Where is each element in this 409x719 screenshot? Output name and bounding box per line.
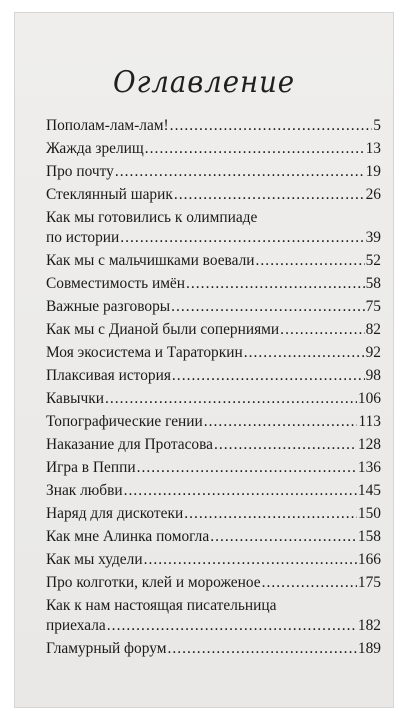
leader-dots [171, 297, 365, 317]
toc-entry-page: 5 [373, 117, 381, 134]
toc-entry-page: 52 [365, 252, 381, 269]
toc-entry-title: Игра в Пеппи [46, 459, 136, 476]
toc-entry-page: 158 [357, 528, 381, 545]
toc-entry [46, 208, 381, 248]
toc-entry-title: Про колготки, клей и мороженое [46, 574, 261, 591]
leader-dots [186, 274, 365, 294]
toc-entry-page: 182 [357, 617, 381, 634]
toc-entry-page: 75 [365, 298, 381, 315]
toc-entry-page: 175 [357, 574, 381, 591]
toc-entry-title: Моя экосистема и Тараторкин [46, 344, 243, 361]
toc-entry [46, 185, 381, 205]
toc-entry-page: 92 [365, 344, 381, 361]
leader-dots [244, 343, 365, 363]
toc-entry [46, 596, 381, 636]
toc-entry-page: 136 [357, 459, 381, 476]
toc-entry-page: 39 [365, 229, 381, 246]
toc-entry-title: Топографические гении [46, 413, 203, 430]
toc-entry [46, 504, 381, 524]
leader-dots [184, 504, 357, 524]
toc-entry [46, 297, 381, 317]
toc-entry [46, 162, 381, 182]
toc-entry [46, 458, 381, 478]
toc-entry-title: Жажда зрелищ [46, 140, 144, 157]
toc-entry-page: 82 [365, 321, 381, 338]
toc-entry [46, 274, 381, 294]
leader-dots [210, 527, 357, 547]
toc-entry-page: 166 [357, 551, 381, 568]
leader-dots [262, 573, 357, 593]
toc-entry-title: Наряд для дискотеки [46, 505, 184, 522]
leader-dots [172, 366, 365, 386]
leader-dots [144, 550, 357, 570]
toc-entry-page: 58 [365, 275, 381, 292]
toc-entry-title: Как мы худели [46, 551, 143, 568]
leader-dots [120, 228, 364, 248]
leader-dots [145, 139, 365, 159]
leader-dots [167, 639, 356, 659]
table-of-contents [46, 116, 381, 662]
toc-entry-page: 13 [365, 140, 381, 157]
toc-entry-title: Наказание для Протасова [46, 436, 213, 453]
toc-entry [46, 343, 381, 363]
toc-entry [46, 251, 381, 271]
toc-entry-title: Гламурный форум [46, 640, 167, 657]
leader-dots [174, 185, 365, 205]
leader-dots [115, 162, 365, 182]
leader-dots [280, 320, 364, 340]
toc-entry-page: 113 [358, 413, 381, 430]
toc-entry-title-line1: Как к нам настоящая писательница [46, 597, 277, 614]
toc-entry [46, 116, 381, 136]
toc-entry-title: Как мы с Дианой были соперниями [46, 321, 280, 338]
toc-entry [46, 366, 381, 386]
toc-entry-page: 98 [365, 367, 381, 384]
toc-entry-title: Стеклянный шарик [46, 186, 173, 203]
toc-entry-title: приехала [46, 617, 106, 634]
book-page [14, 12, 394, 708]
toc-entry [46, 435, 381, 455]
leader-dots [214, 435, 357, 455]
toc-entry [46, 527, 381, 547]
toc-entry [46, 139, 381, 159]
toc-entry [46, 320, 381, 340]
toc-entry-page: 145 [357, 482, 381, 499]
toc-entry-title: Знак любви [46, 482, 123, 499]
leader-dots [124, 481, 357, 501]
toc-entry-title: Пополам-лам-лам! [46, 117, 169, 134]
toc-entry-page: 106 [357, 390, 381, 407]
toc-entry-title: Кавычки [46, 390, 104, 407]
toc-entry-page: 19 [365, 163, 381, 180]
toc-entry-page: 189 [357, 640, 381, 657]
leader-dots [170, 116, 373, 136]
toc-entry [46, 412, 381, 432]
toc-entry-page: 128 [357, 436, 381, 453]
toc-entry-title-line1: Как мы готовились к олимпиаде [46, 209, 258, 226]
toc-entry-title: Как мне Алинка помогла [46, 528, 210, 545]
toc-entry [46, 550, 381, 570]
leader-dots [137, 458, 357, 478]
leader-dots [107, 616, 357, 636]
toc-entry [46, 481, 381, 501]
toc-entry-title: Как мы с мальчишками воевали [46, 252, 255, 269]
toc-entry-title: Плаксивая история [46, 367, 171, 384]
toc-entry [46, 639, 381, 659]
leader-dots [204, 412, 358, 432]
toc-entry-title: по истории [46, 229, 120, 246]
toc-entry-page: 150 [357, 505, 381, 522]
toc-entry-title: Про почту [46, 163, 114, 180]
page-title: Оглавление [112, 65, 296, 100]
toc-entry-page: 26 [365, 186, 381, 203]
toc-entry-title: Важные разговоры [46, 298, 171, 315]
toc-entry [46, 573, 381, 593]
toc-entry [46, 389, 381, 409]
leader-dots [256, 251, 365, 271]
toc-entry-title: Совместимость имён [46, 275, 185, 292]
leader-dots [105, 389, 357, 409]
